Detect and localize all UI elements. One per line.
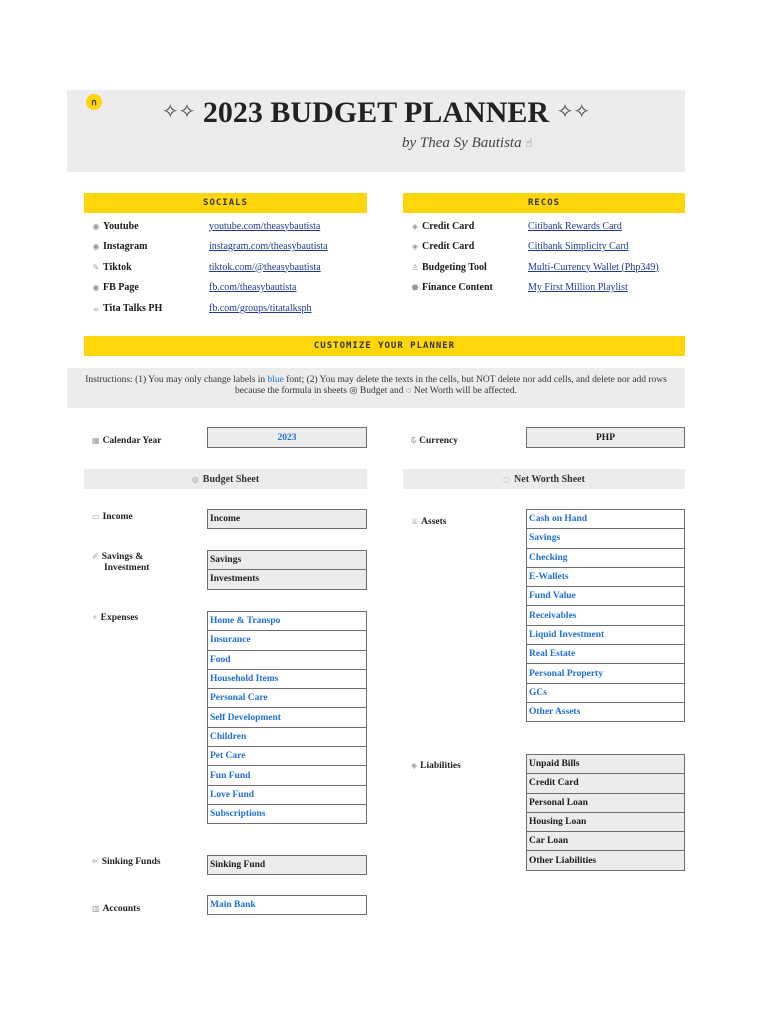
sinking-cells — [207, 855, 367, 875]
calendar-year-label: ▦ Calendar Year — [92, 436, 162, 446]
recos-row — [408, 257, 708, 277]
assets-cell[interactable]: GCs — [526, 683, 685, 703]
assets-cell[interactable]: Other Assets — [526, 702, 685, 722]
savings-cells — [207, 550, 367, 590]
socials-item-link[interactable]: fb.com/groups/titatalksph — [209, 302, 312, 314]
socials-row — [89, 278, 389, 298]
assets-cell[interactable]: Receivables — [526, 605, 685, 625]
liabilities-cell[interactable]: Housing Loan — [526, 812, 685, 832]
target-icon: ◎ — [191, 474, 199, 484]
liabilities-cell[interactable]: Unpaid Bills — [526, 754, 685, 774]
page-subtitle — [402, 135, 533, 152]
assets-icon: ♕ — [411, 517, 419, 526]
assets-cell[interactable]: Fund Value — [526, 586, 685, 606]
socials-item-link[interactable]: tiktok.com/@theasybautista — [209, 261, 321, 273]
socials-item-label: Instagram — [103, 241, 148, 252]
socials-item-icon: ✎ — [92, 262, 100, 272]
socials-row — [89, 298, 389, 318]
expenses-cell[interactable]: Household Items — [207, 669, 367, 689]
accounts-group-label: ▥ Accounts — [92, 904, 141, 914]
hand-icon: ☝ — [525, 136, 533, 150]
recos-item-label: Budgeting Tool — [422, 261, 487, 273]
currency-field[interactable]: PHP — [526, 427, 685, 448]
socials-item-link[interactable]: fb.com/theasybautista — [209, 282, 297, 293]
accounts-cell[interactable]: Main Bank — [207, 895, 367, 915]
expenses-cell[interactable]: Fun Fund — [207, 765, 367, 785]
expenses-cells — [207, 611, 367, 824]
recos-row — [408, 216, 708, 236]
liabilities-cells — [526, 754, 685, 871]
assets-cell[interactable]: Savings — [526, 528, 685, 548]
recos-row — [408, 237, 708, 257]
liabilities-cell[interactable]: Credit Card — [526, 773, 685, 793]
liabilities-cell[interactable]: Other Liabilities — [526, 850, 685, 870]
socials-item-icon: ◉ — [92, 242, 100, 251]
recos-item-icon: ♙ — [411, 262, 419, 272]
income-cells — [207, 509, 367, 529]
clock-icon: ◌ — [503, 474, 511, 484]
assets-cell[interactable]: Checking — [526, 548, 685, 568]
customize-heading: CUSTOMIZE YOUR PLANNER — [84, 336, 685, 356]
currency-icon: ₲ — [411, 436, 417, 445]
expenses-cell[interactable]: Children — [207, 727, 367, 747]
socials-item-label: Tiktok — [103, 261, 132, 273]
socials-item-label: Tita Talks PH — [103, 302, 163, 314]
socials-row — [89, 237, 389, 257]
recos-item-icon: ⬣ — [411, 283, 419, 292]
income-icon: ▭ — [92, 512, 100, 521]
author-byline: by Thea Sy Bautista — [402, 135, 522, 151]
sparkle-icon: ✧✧ — [556, 99, 591, 123]
recos-row — [408, 278, 708, 298]
liabilities-cell[interactable]: Personal Loan — [526, 793, 685, 813]
page-title-text: 2023 BUDGET PLANNER — [202, 96, 550, 129]
logo-badge: ก — [86, 94, 102, 110]
sinking-cell[interactable]: Sinking Fund — [207, 855, 367, 875]
socials-heading: SOCIALS — [84, 193, 367, 213]
expenses-cell[interactable]: Subscriptions — [207, 804, 367, 824]
recos-item-label: Credit Card — [422, 241, 475, 252]
socials-item-icon: ◉ — [92, 221, 100, 231]
savings-icon: ✐ — [92, 552, 99, 561]
socials-item-link[interactable]: instagram.com/theasybautista — [209, 241, 328, 252]
socials-item-icon: ☕ — [92, 303, 100, 313]
socials-item-label: FB Page — [103, 282, 139, 293]
assets-cells — [526, 509, 685, 722]
socials-item-label: Youtube — [103, 220, 139, 232]
expenses-cell[interactable]: Pet Care — [207, 746, 367, 766]
recos-item-link[interactable]: Multi-Currency Wallet (Php349) — [528, 261, 659, 273]
assets-cell[interactable]: Real Estate — [526, 644, 685, 664]
socials-row — [89, 257, 389, 277]
page-title — [67, 96, 685, 130]
liabilities-group-label: ◈ Liabilities — [411, 761, 461, 771]
recos-item-icon: ◈ — [411, 221, 419, 231]
expenses-cell[interactable]: Personal Care — [207, 688, 367, 708]
recos-item-label: Finance Content — [422, 282, 493, 293]
expenses-icon: ⚡ — [92, 613, 98, 622]
savings-cell[interactable]: Savings — [207, 550, 367, 570]
recos-item-icon: ◈ — [411, 242, 419, 251]
sinking-icon: ✄ — [92, 857, 99, 866]
instructions-text: Instructions: (1) You may only change labels in blue font; (2) You may delete the texts in the cells, but NOT delete nor add cells, and delete nor add rows because the formula in sheets ◎ Budget and ◌ Net Worth will be affected. — [85, 375, 667, 396]
recos-heading: RECOS — [403, 193, 685, 213]
income-group-label: ▭ Income — [92, 512, 133, 522]
sparkle-icon: ✧✧ — [161, 99, 196, 123]
accounts-cells — [207, 895, 367, 915]
assets-cell[interactable]: Liquid Investment — [526, 625, 685, 645]
recos-item-link[interactable]: Citibank Rewards Card — [528, 220, 622, 232]
expenses-cell[interactable]: Insurance — [207, 630, 367, 650]
expenses-cell[interactable]: Self Development — [207, 707, 367, 727]
assets-group-label: ♕ Assets — [411, 517, 447, 527]
accounts-icon: ▥ — [92, 904, 100, 913]
assets-cell[interactable]: E-Wallets — [526, 567, 685, 587]
budget-sheet-heading: ◎ Budget Sheet — [84, 469, 367, 489]
calendar-year-field[interactable]: 2023 — [207, 427, 367, 448]
expenses-cell[interactable]: Food — [207, 650, 367, 670]
recos-item-link[interactable]: Citibank Simplicity Card — [528, 241, 629, 252]
liabilities-icon: ◈ — [411, 761, 418, 770]
liabilities-cell[interactable]: Car Loan — [526, 831, 685, 851]
savings-group-label: ✐ Savings & Investment — [92, 552, 150, 573]
networth-sheet-heading: ◌ Net Worth Sheet — [403, 469, 685, 489]
income-cell[interactable]: Income — [207, 509, 367, 529]
expenses-cell[interactable]: Love Fund — [207, 785, 367, 805]
socials-row — [89, 216, 389, 236]
expenses-cell[interactable]: Home & Transpo — [207, 611, 367, 631]
calendar-icon: ▦ — [92, 436, 100, 445]
recos-item-link[interactable]: My First Million Playlist — [528, 282, 628, 293]
expenses-group-label: ⚡ Expenses — [92, 613, 139, 623]
assets-cell[interactable]: Cash on Hand — [526, 509, 685, 529]
currency-label: ₲ Currency — [411, 436, 458, 446]
socials-item-link[interactable]: youtube.com/theasybautista — [209, 220, 321, 232]
recos-item-label: Credit Card — [422, 220, 475, 232]
assets-cell[interactable]: Personal Property — [526, 663, 685, 683]
sinking-group-label: ✄ Sinking Funds — [92, 857, 161, 867]
socials-item-icon: ◉ — [92, 283, 100, 292]
savings-cell[interactable]: Investments — [207, 569, 367, 589]
